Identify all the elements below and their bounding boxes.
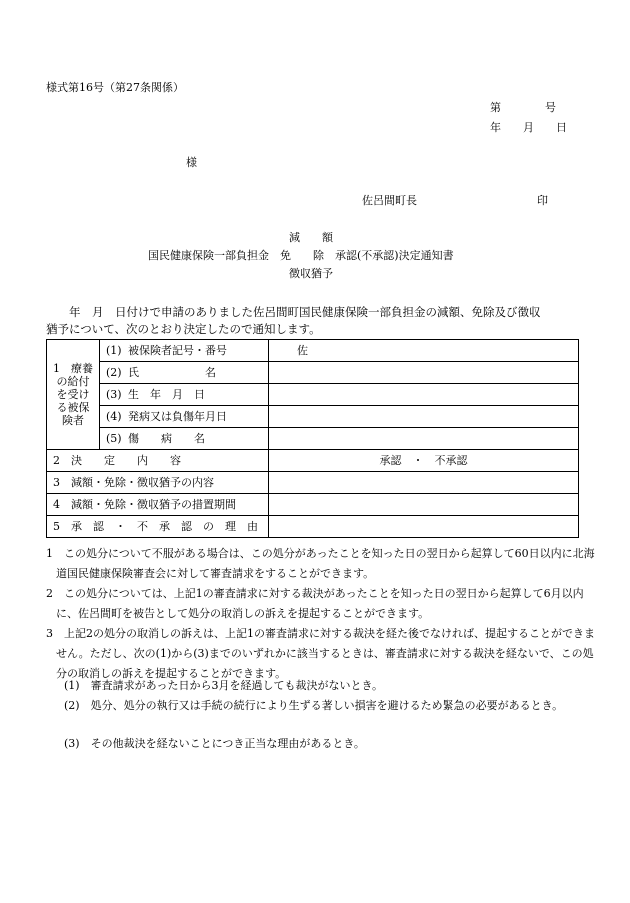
table-row bbox=[47, 340, 579, 362]
title-line-deferral: 徴収猶予 bbox=[289, 267, 333, 280]
onset-date-field[interactable] bbox=[269, 406, 579, 428]
relief-content-field[interactable] bbox=[269, 472, 579, 494]
seal-mark: 印 bbox=[537, 194, 548, 207]
issue-date: 年 月 日 bbox=[490, 121, 567, 134]
document-number: 第 号 bbox=[490, 101, 556, 114]
disease-name-field[interactable] bbox=[269, 428, 579, 450]
form-number: 様式第16号（第27条関係） bbox=[46, 81, 184, 94]
disease-name-label: (5) 傷 病 名 bbox=[100, 428, 269, 450]
document-title: 国民健康保険一部負担金 免 除 承認(不承認)決定通知書 bbox=[148, 249, 454, 262]
relief-period-label: 4 減額・免除・徴収猶予の措置期間 bbox=[47, 494, 269, 516]
onset-date-label: (4) 発病又は負傷年月日 bbox=[100, 406, 269, 428]
relief-period-field[interactable] bbox=[269, 494, 579, 516]
table-row bbox=[47, 428, 579, 450]
note-2: 2 この処分については、上記1の審査請求に対する裁決があったことを知った日の翌日から起算して6月以内に、佐呂間町を被告として処分の取消しの訴えを提起することができます。 bbox=[46, 587, 584, 620]
insurance-number-field[interactable]: 佐 bbox=[269, 340, 579, 362]
table-row bbox=[47, 472, 579, 494]
note-3: 3 上記2の処分の取消しの訴えは、上記1の審査請求に対する裁決を経た後でなければ、提起することができません。ただし、次の(1)から(3)までのいずれかに該当するときは、審査請求に対する裁決を経ないで、この処分の取消しの訴えを提起することができます。 bbox=[46, 627, 595, 680]
note-3-item-1: (1) 審査請求があった日から3月を経過しても裁決がないとき。 bbox=[64, 679, 384, 692]
table-row bbox=[47, 450, 579, 472]
relief-content-label: 3 減額・免除・徴収猶予の内容 bbox=[47, 472, 269, 494]
name-field[interactable] bbox=[269, 362, 579, 384]
name-label: (2) 氏 名 bbox=[100, 362, 269, 384]
table-row bbox=[47, 406, 579, 428]
note-1: 1 この処分について不服がある場合は、この処分があったことを知った日の翌日から起算して60日以内に北海道国民健康保険審査会に対して審査請求をすることができます。 bbox=[46, 547, 595, 580]
decision-table bbox=[46, 339, 579, 538]
note-3-item-3: (3) その他裁決を経ないことにつき正当な理由があるとき。 bbox=[64, 737, 365, 750]
note-3-item-2: (2) 処分、処分の執行又は手続の続行により生ずる著しい損害を避けるため緊急の必要があるとき。 bbox=[64, 699, 564, 712]
table-row bbox=[47, 494, 579, 516]
birthdate-label: (3) 生 年 月 日 bbox=[100, 384, 269, 406]
insurance-number-label: (1) 被保険者記号・番号 bbox=[100, 340, 269, 362]
title-line-reduction: 減 額 bbox=[289, 231, 333, 244]
intro-line-2: 猶予について、次のとおり決定したので通知します。 bbox=[46, 322, 321, 336]
table-row bbox=[47, 384, 579, 406]
decision-approval-choice[interactable]: 承認 ・ 不承認 bbox=[269, 450, 579, 472]
table-row bbox=[47, 516, 579, 538]
decision-reason-label: 5 承 認 ・ 不 承 認 の 理 由 bbox=[47, 516, 269, 538]
decision-content-label: 2 決 定 内 容 bbox=[47, 450, 269, 472]
table-row bbox=[47, 362, 579, 384]
birthdate-field[interactable] bbox=[269, 384, 579, 406]
intro-line-1: 年 月 日付けで申請のありました佐呂間町国民健康保険一部負担金の減額、免除及び徴収 bbox=[46, 305, 541, 319]
addressee-suffix: 様 bbox=[186, 156, 197, 169]
issuer-name: 佐呂間町長 bbox=[362, 194, 417, 207]
decision-reason-field[interactable] bbox=[269, 516, 579, 538]
insured-person-group-label: 1 療養 の給付 を受け る被保 険者 bbox=[47, 340, 100, 450]
